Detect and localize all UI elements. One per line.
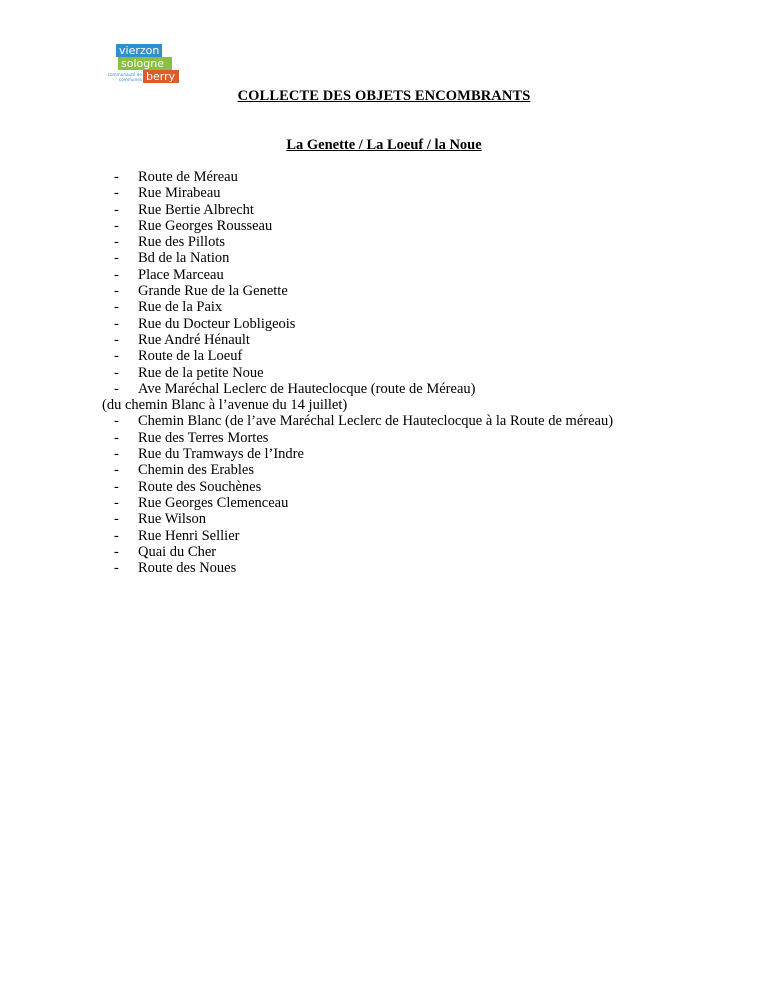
list-item [114,169,734,185]
list-item [114,365,734,381]
list-item [114,202,734,218]
bullet-dash: - [114,364,119,381]
bullet-dash: - [114,283,119,300]
list-item [114,283,734,299]
list-item [114,479,734,495]
bullet-dash: - [114,169,119,185]
list-item [114,218,734,234]
list-item-text: Rue Mirabeau [138,185,221,202]
list-item-text: Rue des Terres Mortes [138,429,269,446]
logo-subtext: communauté de communes [107,72,142,82]
bullet-dash: - [114,560,119,577]
logo-line-sologne: sologne [118,57,172,70]
list-item-text: Quai du Cher [138,543,217,560]
logo-line-berry: berry [143,70,179,83]
list-item [114,528,734,544]
list-item [114,511,734,527]
bullet-dash: - [114,331,119,348]
bullet-dash: - [114,527,119,544]
list-item-text: Ave Maréchal Leclerc de Hauteclocque (route de Méreau) [138,380,476,397]
list-item-text: Grande Rue de la Genette [138,283,288,300]
list-item [114,316,734,332]
bullet-dash: - [114,413,119,430]
list-item-text: Rue du Docteur Lobligeois [138,315,296,332]
document-subtitle: La Genette / La Loeuf / la Noue [286,137,482,153]
list-item-text: Route de la Loeuf [138,348,243,365]
list-item-text: Rue des Pillots [138,234,226,251]
list-item [114,250,734,266]
list-item-text: Rue Henri Sellier [138,527,240,544]
bullet-dash: - [114,234,119,251]
bullet-dash: - [114,315,119,332]
list-item-text: Route de Méreau [138,169,238,185]
bullet-dash: - [114,380,119,397]
list-item [114,267,734,283]
logo-line-vierzon: vierzon [116,44,162,57]
list-item-text: Rue Bertie Albrecht [138,201,254,218]
bullet-dash: - [114,511,119,528]
list-item-text: (du chemin Blanc à l’avenue du 14 juillet) [102,397,348,414]
list-item-text: Rue Georges Clemenceau [138,494,289,511]
bullet-dash: - [114,250,119,267]
list-item [114,462,734,478]
bullet-dash: - [114,429,119,446]
bullet-dash: - [114,185,119,202]
list-item [114,544,734,560]
bullet-dash: - [114,217,119,234]
list-item-text: Chemin des Erables [138,462,254,479]
list-item [114,348,734,364]
list-item [114,234,734,250]
bullet-dash: - [114,201,119,218]
list-item [114,185,734,201]
list-item [114,413,734,429]
bullet-dash: - [114,478,119,495]
list-item-text: Place Marceau [138,266,224,283]
list-item-text: Rue Wilson [138,511,207,528]
list-item [114,299,734,315]
list-item [114,446,734,462]
vierzon-sologne-berry-logo [98,44,174,86]
document-title: COLLECTE DES OBJETS ENCOMBRANTS [237,88,531,104]
list-item [114,430,734,446]
list-item [114,332,734,348]
bullet-dash: - [114,462,119,479]
list-item-text: Rue Georges Rousseau [138,217,273,234]
bullet-dash: - [114,446,119,463]
list-item-continuation [102,397,732,413]
list-item [114,381,734,397]
list-item-text: Bd de la Nation [138,250,230,267]
list-item [114,495,734,511]
list-item-text: Rue André Hénault [138,331,250,348]
list-item-text: Rue du Tramways de l’Indre [138,446,304,463]
list-item [114,560,734,576]
list-item-text: Route des Souchènes [138,478,262,495]
list-item-text: Rue de la Paix [138,299,223,316]
bullet-dash: - [114,348,119,365]
list-item-text: Route des Noues [138,560,237,577]
bullet-dash: - [114,543,119,560]
list-item-text: Rue de la petite Noue [138,364,264,381]
bullet-dash: - [114,266,119,283]
bullet-dash: - [114,299,119,316]
street-list [102,169,734,577]
list-item-text: Chemin Blanc (de l’ave Maréchal Leclerc de Hauteclocque à la Route de méreau) [138,413,614,430]
bullet-dash: - [114,494,119,511]
